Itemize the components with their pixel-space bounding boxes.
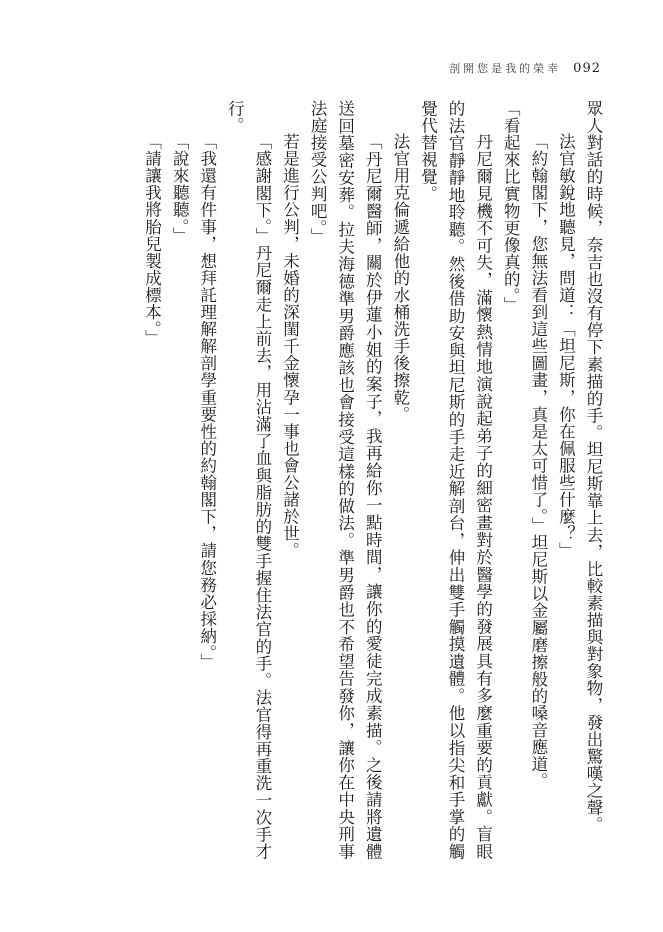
paragraph: 「丹尼爾醫師，關於伊蓮小姐的案子，我再給你一點時間，讓你的愛徒完成素描。之後請將遺體送回墓密安葬。拉夫海德準男爵應該也會接受這樣的做法。準男爵也不希望告發你，讓你在中央刑事法庭接受公判吧。」 <box>308 100 383 860</box>
paragraph: 法官用克倫遞給他的水桶洗手後擦乾。 <box>390 133 410 423</box>
paragraph: 眾人對話的時候，奈吉也沒有停下素描的手。坦尼斯靠上去，比較素描與對象物，發出驚嘆之聲。 <box>584 100 603 834</box>
body-text <box>47 100 607 860</box>
paragraph: 法官敏銳地聽見，問道：「坦尼斯，你在佩服些什麼？」 <box>556 133 576 560</box>
paragraph: 若是進行公判，未婚的深閨千金懷孕一事也會公諸於世。 <box>280 133 300 560</box>
paragraph: 「約翰閣下，您無法看到這些圖畫，真是太可惜了。」坦尼斯以金屬磨擦般的嗓音應道。 <box>528 133 548 790</box>
paragraph: 「我還有件事，想拜託理解解剖學重要性的約翰閣下，請您務必採納。」 <box>197 133 217 671</box>
paragraph: 「看起來比實物更像真的。」 <box>501 100 521 314</box>
paragraph: 「感謝閣下。」丹尼爾走上前去，用沾滿了血與脂肪的雙手握住法官的手。法官得再重洗一次手才行。 <box>225 100 272 860</box>
paragraph: 「說來聽聽。」 <box>170 133 190 245</box>
page-number: 092 <box>573 60 601 76</box>
running-header <box>449 58 601 78</box>
paragraph: 丹尼爾見機不可失，滿懷熱情地演說起弟子的細密畫對於醫學的發展具有多麼重要的貢獻。盲眼的法官靜靜地聆聽。然後借助安與坦尼斯的手走近解剖台，伸出雙手觸摸遺體。他以指尖和手掌的觸覺代替視覺。 <box>418 100 493 860</box>
paragraph: 「請讓我將胎兒製成標本。」 <box>142 133 162 347</box>
running-title: 剖開您是我的榮幸 <box>449 62 562 75</box>
